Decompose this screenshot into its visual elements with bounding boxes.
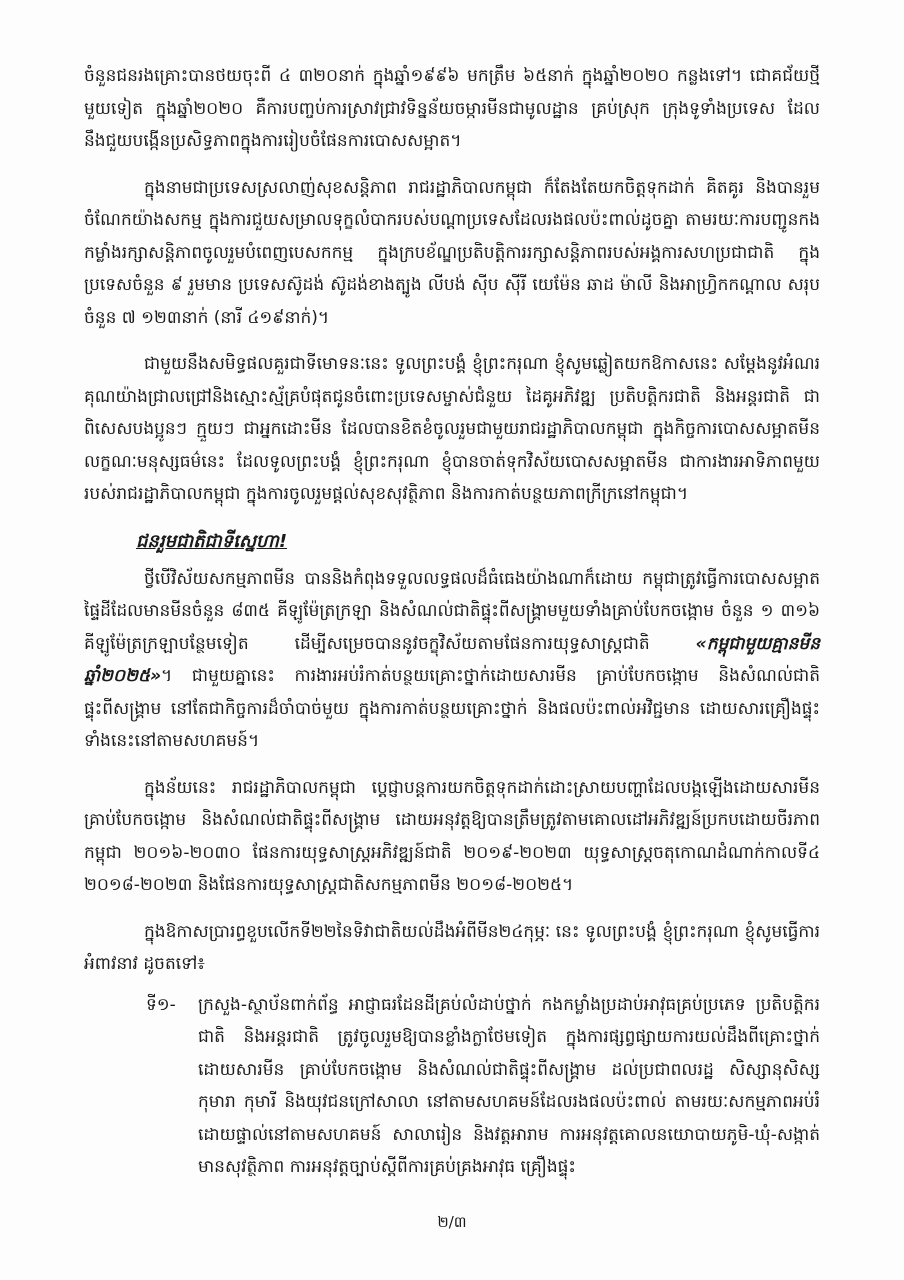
list-item-number: ទី១- (146, 994, 176, 1015)
paragraph-6: ក្នុងឱកាសប្រារព្ធខួបលើកទី២២នៃទិវាជាតិយល់ដឹងអំពីមីន២៤កុម្ភៈ នេះ ទូលព្រះបង្គំ ខ្ញុំព្រះករុណា ខ្ញុំសូមធ្វើការអំពាវនាវ ដូចតទៅ៖ (84, 921, 820, 974)
page-number: ២/៣ (437, 1213, 467, 1231)
paragraph-1: ចំនួនជនរងគ្រោះបានថយចុះពី ៤ ៣២០នាក់ ក្នុងឆ្នាំ១៩៩៦ មកត្រឹម ៦៥នាក់ ក្នុងឆ្នាំ២០២០ កន្លងទៅ។ ជោគជ័យថ្មីមួយទៀត ក្នុងឆ្នាំ២០២០ គឺការបញ្ចប់ការស្រាវជ្រាវទិន្នន័យចម្ការមីនជាមូលដ្ឋាន គ្រប់ស្រុក ក្រុងទូទាំងប្រទេស ដែលនឹងជួយបង្កើនប្រសិទ្ធភាពក្នុងការរៀបចំផែនការបោសសម្អាត។ (84, 66, 820, 151)
list-item-text: ក្រសួង-ស្ថាប័នពាក់ព័ន្ធ អាជ្ញាធរដែនដីគ្រប់លំដាប់ថ្នាក់ កងកម្លាំងប្រដាប់អាវុធគ្រប់ប្រភេទ ប្រតិបត្តិករជាតិ និងអន្តរជាតិ ត្រូវចូលរួមឱ្យបានខ្លាំងក្លាថែមទៀត ក្នុងការផ្សព្វផ្សាយការយល់ដឹងពីគ្រោះថ្នាក់ដោយសារមីន គ្រាប់បែកចង្កោម និងសំណល់ជាតិផ្ទុះពីសង្គ្រាម ដល់ប្រជាពលរដ្ឋ សិស្សានុសិស្ស កុមារា កុមារី និងយុវជនក្រៅសាលា នៅតាមសហគមន៍ដែលរងផលប៉ះពាល់ តាមរយៈសកម្មភាពអប់រំដោយផ្ទាល់នៅតាមសហគមន៍ សាលារៀន និងវត្តអារាម ការអនុវត្តគោលនយោបាយភូមិ-ឃុំ-សង្កាត់មានសុវត្ថិភាព ការអនុវត្តច្បាប់ស្តីពីការគ្រប់គ្រងអាវុធ គ្រឿងផ្ទុះ (198, 994, 820, 1177)
paragraph-4-text-before: ថ្វីបើវិស័យសកម្មភាពមីន បាននិងកំពុងទទួលលទ្ធផលដ៏ធំធេងយ៉ាងណាក៏ដោយ កម្ពុជាត្រូវធ្វើការបោសសម្អាតផ្ទៃដីដែលមានមីនចំនួន ៨៣៥ គីឡូម៉ែត្រក្រឡា និងសំណល់ជាតិផ្ទុះពីសង្គ្រាមមួយទាំងគ្រាប់បែកចង្កោម ចំនួន ១ ៣១៦ គីឡូម៉ែត្រក្រឡាបន្ថែមទៀត ដើម្បីសម្រេចបាននូវចក្ខុវិស័យតាមផែនការយុទ្ធសាស្ត្រជាតិ (84, 568, 820, 654)
paragraph-2: ក្នុងនាមជាប្រទេសស្រលាញ់សុខសន្តិភាព រាជរដ្ឋាភិបាលកម្ពុជា ក៏តែងតែយកចិត្តទុកដាក់ គិតគូរ និងបានរួមចំណែកយ៉ាងសកម្ម ក្នុងការជួយសម្រាលទុក្ខលំបាករបស់បណ្តាប្រទេសដែលរងផលប៉ះពាល់ដូចគ្នា តាមរយៈការបញ្ជូនកងកម្លាំងរក្សាសន្តិភាពចូលរួមបំពេញបេសកកម្ម ក្នុងក្របខ័ណ្ឌប្រតិបត្តិការរក្សាសន្តិភាពរបស់អង្គការសហប្រជាជាតិ ក្នុងប្រទេសចំនួន ៩ រួមមាន ប្រទេសស៊ូដង់ ស៊ូដង់ខាងត្បូង លីបង់ ស៊ីប ស៊ីរី យេម៉ែន ឆាដ ម៉ាលី និងអាហ្វ្រិកកណ្តាល សរុបចំនួន ៧ ១២៣នាក់ (នារី ៤១៩នាក់)។ (84, 177, 820, 328)
document-body (84, 60, 820, 1184)
strategy-slogan: «កម្ពុជាមួយគ្មានមីនឆ្នាំ២០២៥» (84, 633, 820, 686)
paragraph-5: ក្នុងន័យនេះ រាជរដ្ឋាភិបាលកម្ពុជា ប្តេជ្ញាបន្តការយកចិត្តទុកដាក់ដោះស្រាយបញ្ហាដែលបង្កឡើងដោយសារមីន គ្រាប់បែកចង្កោម និងសំណល់ជាតិផ្ទុះពីសង្គ្រាម ដោយអនុវត្តឱ្យបានត្រឹមត្រូវតាមគោលដៅអភិវឌ្ឍន៍ប្រកបដោយចីរភាពកម្ពុជា ២០១៦-២០៣០ ផែនការយុទ្ធសាស្ត្រអភិវឌ្ឍន៍ជាតិ ២០១៩-២០២៣ យុទ្ធសាស្ត្រចតុកោណដំណាក់កាលទី៤ ២០១៨-២០២៣ និងផែនការយុទ្ធសាស្ត្រជាតិសកម្មភាពមីន ២០១៨-២០២៥។ (84, 777, 820, 895)
paragraph-3: ជាមួយនឹងសមិទ្ធផលគួរជាទីមោទនៈនេះ ទូលព្រះបង្គំ ខ្ញុំព្រះករុណា ខ្ញុំសូមឆ្លៀតយកឱកាសនេះ សម្តែងនូវអំណរគុណយ៉ាងជ្រាលជ្រៅនិងស្មោះស្ម័គ្របំផុតជូនចំពោះប្រទេសម្ចាស់ជំនួយ ដៃគូអភិវឌ្ឍ ប្រតិបត្តិករជាតិ និងអន្តរជាតិ ជាពិសេសបងប្អូនៗ ក្មួយៗ ជាអ្នកដោះមីន ដែលបានខិតខំចូលរួមជាមួយរាជរដ្ឋាភិបាលកម្ពុជា ក្នុងកិច្ចការបោសសម្អាតមីនលក្ខណៈមនុស្សធម៌នេះ ដែលទូលព្រះបង្គំ ខ្ញុំព្រះករុណា ខ្ញុំបានចាត់ទុកវិស័យបោសសម្អាតមីន ជាការងារអាទិភាពមួយរបស់រាជរដ្ឋាភិបាលកម្ពុជា ក្នុងការចូលរួមផ្តល់សុខសុវត្ថិភាព និងការកាត់បន្ថយភាពក្រីក្រនៅកម្ពុជា។ (84, 354, 820, 504)
paragraph-4-text-after: ។ ជាមួយគ្នានេះ ការងារអប់រំកាត់បន្ថយគ្រោះថ្នាក់ដោយសារមីន គ្រាប់បែកចង្កោម និងសំណល់ជាតិផ្ទុះពីសង្គ្រាម នៅតែជាកិច្ចការដ៏ចាំបាច់មួយ ក្នុងការកាត់បន្ថយគ្រោះថ្នាក់ និងផលប៉ះពាល់អវិជ្ជមាន ដោយសារគ្រឿងផ្ទុះទាំងនេះនៅតាមសហគមន៍។ (84, 666, 820, 751)
paragraph-4 (84, 563, 820, 758)
appeal-list-item (146, 989, 820, 1184)
section-heading: ជនរួមជាតិជាទីស្នេហា! (136, 530, 288, 552)
